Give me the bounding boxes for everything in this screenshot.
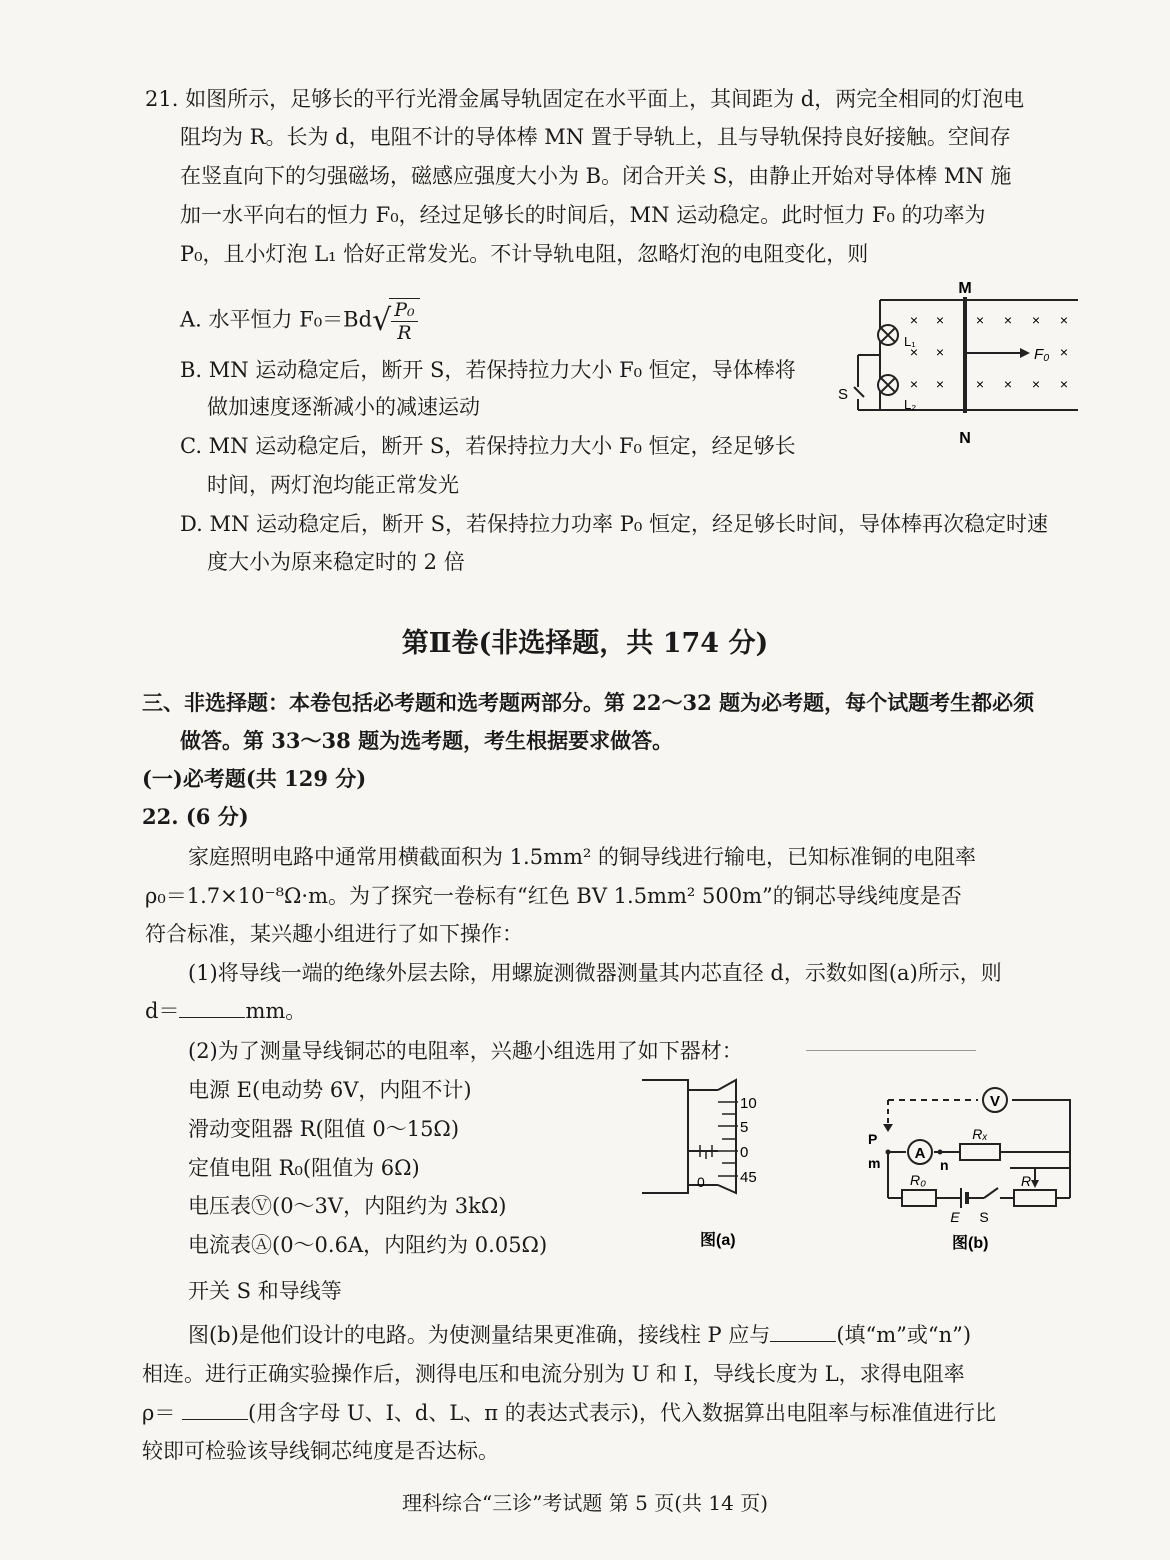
label-l1: L₁ <box>904 334 916 349</box>
tick-label: 10 <box>740 1095 757 1112</box>
cross-mark: × <box>1059 376 1069 392</box>
b-suffix: (填“m”或“n”) <box>836 1323 972 1347</box>
equipment-item: 电源 E(电动势 6V，内阻不计) <box>188 1078 472 1102</box>
option-a <box>180 298 420 344</box>
q22-c-line: 相连。进行正确实验操作后，测得电压和电流分别为 U 和 I，导线长度为 L，求得电阻率 <box>142 1362 965 1386</box>
circuit-figure <box>860 1080 1080 1260</box>
d-prefix: d＝ <box>145 999 180 1023</box>
s-label: S <box>979 1209 989 1225</box>
equipment-item: 开关 S 和导线等 <box>188 1279 342 1303</box>
figure-a-caption: 图(a) <box>700 1232 736 1249</box>
sqrt-body <box>389 298 419 344</box>
q21-line-1: 21. 如图所示，足够长的平行光滑金属导轨固定在水平面上，其间距为 d，两完全相同的灯泡电 <box>145 87 1025 111</box>
label-m: M <box>958 280 972 297</box>
label-s: S <box>838 386 849 403</box>
equipment-item: 滑动变阻器 R(阻值 0～15Ω) <box>188 1117 460 1141</box>
figure-b-caption: 图(b) <box>952 1235 989 1252</box>
q22-line-1: 家庭照明电路中通常用横截面积为 1.5mm² 的铜导线进行输电，已知标准铜的电阻率 <box>188 845 976 869</box>
rx-label: Rₓ <box>972 1126 988 1142</box>
option-a-fraction <box>391 299 417 344</box>
q22-b-line <box>188 1320 971 1350</box>
q21-line-2: 阻均为 R。长为 d，电阻不计的导体棒 MN 置于导轨上，且与导轨保持良好接触。空间存 <box>180 125 1011 149</box>
cross-mark: × <box>975 376 985 392</box>
ammeter-label: A <box>914 1145 926 1162</box>
tick-label: 0 <box>740 1144 749 1161</box>
q22-part1-line: (1)将导线一端的绝缘外层去除，用螺旋测微器测量其内芯直径 d，示数如图(a)所示，则 <box>188 961 1002 985</box>
option-d-line-2: 度大小为原来稳定时的 2 倍 <box>207 550 465 574</box>
q22-part1-answer <box>145 996 306 1026</box>
p-terminal-blank[interactable] <box>770 1323 836 1342</box>
tick-label: 5 <box>740 1119 749 1136</box>
b-prefix: 图(b)是他们设计的电路。为使测量结果更准确，接线柱 P 应与 <box>188 1323 771 1347</box>
slider-tip <box>1031 1180 1039 1188</box>
q22-line-2: ρ₀＝1.7×10⁻⁸Ω·m。为了探究一卷标有“红色 BV 1.5mm² 500m”的铜芯导线纯度是否 <box>145 884 962 908</box>
tick-label: 45 <box>740 1169 757 1186</box>
option-b-line-1: B. MN 运动稳定后，断开 S，若保持拉力大小 F₀ 恒定，导体棒将 <box>180 358 796 382</box>
lamp-l2 <box>878 375 898 395</box>
n-label: n <box>940 1157 949 1173</box>
d-suffix: mm。 <box>245 999 307 1023</box>
option-a-denominator: R <box>397 322 412 344</box>
cross-mark: × <box>975 312 985 328</box>
section-title: 第Ⅱ卷(非选择题，共 174 分) <box>401 628 769 659</box>
option-b-line-2: 做加速度逐渐减小的减速运动 <box>207 395 480 419</box>
r-label: R <box>1020 1173 1032 1189</box>
cross-mark: × <box>1031 312 1041 328</box>
q22-rho-line <box>142 1398 996 1428</box>
q22-part2-line: (2)为了测量导线铜芯的电阻率，兴趣小组选用了如下器材： <box>188 1039 743 1063</box>
option-d-line-1: D. MN 运动稳定后，断开 S，若保持拉力功率 P₀ 恒定，经足够长时间，导体棒再次稳定时速 <box>180 512 1048 536</box>
q21-line-5: P₀，且小灯泡 L₁ 恰好正常发光。不计导轨电阻，忽略灯泡的电阻变化，则 <box>180 242 869 266</box>
page-footer: 理科综合“三诊”考试题 第 5 页(共 14 页) <box>401 1491 768 1515</box>
label-l2: L₂ <box>904 397 917 412</box>
cross-mark: × <box>909 312 919 328</box>
cross-mark: × <box>909 344 919 360</box>
equipment-item: 定值电阻 R₀(阻值为 6Ω) <box>188 1156 420 1180</box>
rho-prefix: ρ＝ <box>142 1401 176 1425</box>
q21-line-3: 在竖直向下的匀强磁场，磁感应强度大小为 B。闭合开关 S，由静止开始对导体棒 MN 施 <box>180 164 1012 188</box>
cross-mark: × <box>1059 344 1069 360</box>
option-a-numerator: P₀ <box>391 299 417 322</box>
equipment-item: 电流表Ⓐ(0～0.6A，内阻约为 0.05Ω) <box>188 1233 548 1257</box>
cross-mark: × <box>1059 312 1069 328</box>
q22-line-3: 符合标准，某兴趣小组进行了如下操作： <box>145 922 523 946</box>
cross-mark: × <box>1003 376 1013 392</box>
m-label: m <box>868 1155 881 1171</box>
q22-header: 22. (6 分) <box>142 804 249 829</box>
cross-mark: × <box>1031 376 1041 392</box>
section-intro-line-1: 三、非选择题：本卷包括必考题和选考题两部分。第 22～32 题为必考题，每个试题考生都必须 <box>142 690 1035 715</box>
d-answer-blank[interactable] <box>179 999 245 1018</box>
q21-rail-figure <box>830 275 1080 450</box>
cross-mark: × <box>1003 312 1013 328</box>
required-heading: (一)必考题(共 129 分) <box>142 766 367 791</box>
scan-line <box>806 1050 976 1051</box>
e-label: E <box>950 1209 960 1225</box>
cross-mark: × <box>935 376 945 392</box>
rho-blank[interactable] <box>182 1401 248 1420</box>
cross-mark: × <box>935 312 945 328</box>
section-intro-line-2: 做答。第 33～38 题为选考题，考生根据要求做答。 <box>180 728 674 753</box>
q22-last-line: 较即可检验该导线铜芯纯度是否达标。 <box>142 1439 499 1463</box>
arrow-head <box>1020 348 1030 358</box>
p-label: P <box>868 1131 878 1147</box>
voltmeter-label: V <box>989 1093 1001 1110</box>
q21-line-4: 加一水平向右的恒力 F₀，经过足够长的时间后，MN 运动稳定。此时恒力 F₀ 的功率为 <box>180 203 986 227</box>
micrometer-figure <box>640 1075 780 1255</box>
option-a-prefix: A. 水平恒力 F₀＝Bd <box>180 307 373 332</box>
option-c-line-1: C. MN 运动稳定后，断开 S，若保持拉力大小 F₀ 恒定，经足够长 <box>180 434 796 458</box>
lamp-l1 <box>878 325 898 345</box>
option-c-line-2: 时间，两灯泡均能正常发光 <box>207 473 459 497</box>
terminal-m <box>886 1150 891 1155</box>
sqrt-sign: √ <box>372 303 392 338</box>
equipment-item: 电压表Ⓥ(0～3V，内阻约为 3kΩ) <box>188 1194 507 1218</box>
rho-suffix: (用含字母 U、I、d、L、π 的表达式表示)，代入数据算出电阻率与标准值进行比 <box>248 1401 996 1425</box>
label-n: N <box>959 430 971 447</box>
label-f0: F₀ <box>1034 346 1050 363</box>
cross-mark: × <box>909 376 919 392</box>
r0-label: R₀ <box>909 1172 927 1188</box>
zero-label: 0 <box>697 1174 705 1190</box>
terminal-n <box>938 1150 943 1155</box>
cross-mark: × <box>935 344 945 360</box>
probe-arrow <box>883 1124 893 1132</box>
